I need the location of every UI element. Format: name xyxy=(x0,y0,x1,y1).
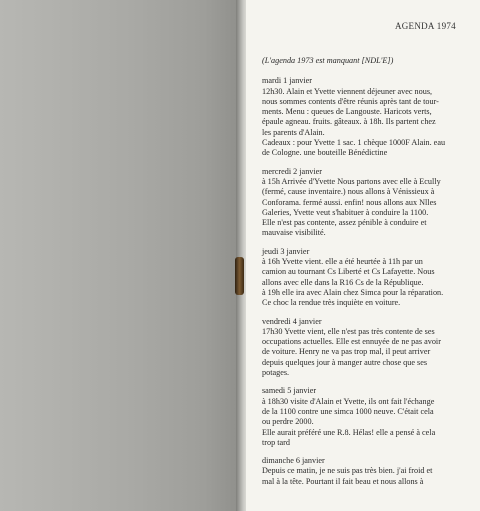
entry-line: Galeries, Yvette veut s'habituer à conduire la 1100. xyxy=(262,207,429,217)
editor-note: (L'agenda 1973 est manquant [NDL'E]) xyxy=(262,56,394,65)
entry-date: jeudi 3 janvier xyxy=(262,246,310,256)
entry-jan-1 xyxy=(262,76,468,158)
entry-line: Elle n'est pas contente, assez pénible à conduire et xyxy=(262,218,427,228)
entry-line: camion au tournant Cs Liberté et Cs Lafayette. Nous xyxy=(262,267,435,277)
page-header: AGENDA 1974 xyxy=(394,21,456,31)
entry-line: de Cologne. une bouteille Bénédictine xyxy=(262,148,388,158)
entry-jan-6 xyxy=(262,456,468,487)
entry-line: Elle aurait préféré une R.8. Hélas! elle a pensé à cela xyxy=(262,427,436,437)
entry-date: mercredi 2 janvier xyxy=(262,166,323,176)
entry-jan-3 xyxy=(262,247,468,309)
binding-thread xyxy=(235,257,244,295)
entry-line: mal à la tête. Pourtant il fait beau et nous allons à xyxy=(262,476,424,486)
entry-line: Ce choc la rendue très inquiète en voiture. xyxy=(262,298,401,308)
entry-line: occupations actuelles. Elle est ennuyée de ne pas avoir xyxy=(262,337,441,347)
entry-line: ments. Menu : queues de Langouste. Haricots verts, xyxy=(262,107,432,117)
entry-line: Depuis ce matin, je ne suis pas très bien. j'ai froid et xyxy=(262,466,433,476)
entry-jan-5 xyxy=(262,386,468,448)
entry-line: nous sommes contents d'être réunis après tant de tour- xyxy=(262,96,439,106)
entry-line: Conforama. fermé aussi. enfin! nous allons aux Nlles xyxy=(262,197,437,207)
entry-line: épaule agneau. fruits. gâteaux. à 18h. Ils partent chez xyxy=(262,117,436,127)
entry-line: potages. xyxy=(262,368,290,378)
right-page xyxy=(246,0,480,511)
entry-jan-2 xyxy=(262,167,468,239)
entry-line: de la 1100 contre une simca 1000 neuve. C'était cela xyxy=(262,406,434,416)
entry-line: allons avec elle dans la R16 Cs de la République. xyxy=(262,277,424,287)
entry-date: vendredi 4 janvier xyxy=(262,316,322,326)
entry-date: mardi 1 janvier xyxy=(262,76,313,86)
journal-content xyxy=(262,56,468,495)
entry-line: à 19h elle ira avec Alain chez Simca pour la réparation. xyxy=(262,287,444,297)
entry-line: (fermé, cause inventaire.) nous allons à Vénissieux à xyxy=(262,187,435,197)
entry-line: à 18h30 visite d'Alain et Yvette, ils ont fait l'échange xyxy=(262,396,435,406)
entry-line: de voiture. Henry ne va pas trop mal, il peut arriver xyxy=(262,347,431,357)
entry-line: 17h30 Yvette vient, elle n'est pas très contente de ses xyxy=(262,326,435,336)
entry-line: 12h30. Alain et Yvette viennent déjeuner avec nous, xyxy=(262,86,433,96)
entry-line: à 15h Arrivée d'Yvette Nous partons avec elle à Ecully xyxy=(262,176,441,186)
entry-date: dimanche 6 janvier xyxy=(262,456,325,466)
entry-jan-4 xyxy=(262,317,468,379)
entry-line: depuis quelques jour à manger autre chose que ses xyxy=(262,357,428,367)
entry-line: mauvaise visibilité. xyxy=(262,228,326,238)
entry-line: les parents d'Alain. xyxy=(262,127,325,137)
entry-line: Cadeaux : pour Yvette 1 sac. 1 chèque 1000F Alain. eau xyxy=(262,138,446,148)
entry-line: trop tard xyxy=(262,437,290,447)
entry-line: ou perdre 2000. xyxy=(262,417,314,427)
entry-date: samedi 5 janvier xyxy=(262,386,317,396)
entry-line: à 16h Yvette vient. elle a été heurtée à 11h par un xyxy=(262,257,423,267)
